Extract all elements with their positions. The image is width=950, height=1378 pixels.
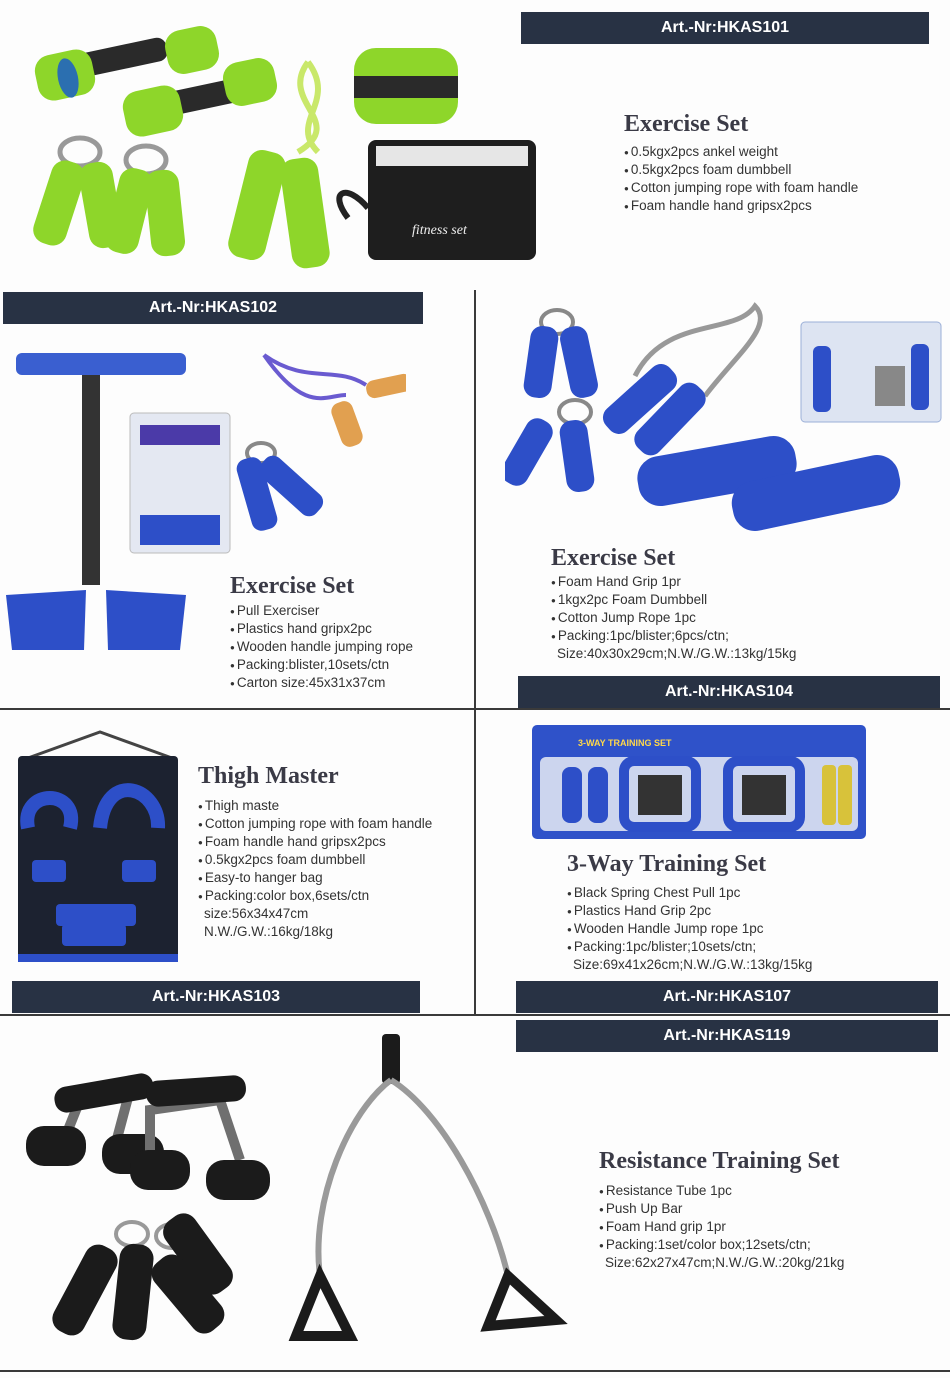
spec-item: ● Pull Exerciser (230, 602, 413, 620)
art-number-hkas104: Art.-Nr:HKAS104 (518, 676, 940, 708)
spec-item: ● Wooden Handle Jump rope 1pc (567, 920, 812, 938)
spec-item: ● Foam handle hand gripsx2pcs (624, 197, 858, 215)
spec-list (624, 143, 858, 215)
ankle-weight (354, 48, 458, 124)
spec-list (230, 602, 413, 692)
spec-item-continued: Size:69x41x26cm;N.W./G.W.:13kg/15kg (573, 956, 813, 972)
art-number-hkas102: Art.-Nr:HKAS102 (3, 292, 423, 324)
fitness-bag (339, 140, 536, 260)
blister-card (532, 725, 866, 839)
spec-list (551, 573, 796, 663)
spec-item: ● Packing:1pc/blister;10sets/ctn; (567, 938, 812, 956)
spec-item: ● Packing:1set/color box;12sets/ctn; (599, 1236, 844, 1254)
column-divider (474, 710, 476, 1015)
spec-item: ● Resistance Tube 1pc (599, 1182, 844, 1200)
spec-item: ● Packing:blister,10sets/ctn (230, 656, 413, 674)
spec-item: ● Push Up Bar (599, 1200, 844, 1218)
spec-item-continued: N.W./G.W.:16kg/18kg (204, 923, 334, 939)
spec-item-continued: size:56x34x47cm (204, 905, 309, 921)
blister-pack (801, 322, 941, 422)
wooden-jump-rope (264, 355, 406, 449)
exercise-set-104-photo (505, 296, 945, 536)
spec-item: ● 0.5kgx2pcs foam dumbbell (624, 161, 858, 179)
spec-item: ● Easy-to hanger bag (198, 869, 432, 887)
bottom-rule (0, 1370, 950, 1372)
art-number-hkas107: Art.-Nr:HKAS107 (516, 981, 938, 1013)
jump-rope (598, 306, 760, 460)
spec-item: ● Plastics hand gripx2pc (230, 620, 413, 638)
spec-item: ● Plastics Hand Grip 2pc (567, 902, 812, 920)
foam-dumbbell (634, 432, 904, 535)
bag-label: fitness set (412, 223, 467, 238)
resistance-tube (296, 1034, 556, 1336)
spec-item: ● 0.5kgx2pcs foam dumbbell (198, 851, 432, 869)
product-title: Thigh Master (198, 763, 339, 789)
spec-item: ● Cotton jumping rope with foam handle (198, 815, 432, 833)
spec-item: ● Carton size:45x31x37cm (230, 674, 413, 692)
push-up-bars (26, 1072, 270, 1200)
spec-item-continued: Size:40x30x29cm;N.W./G.W.:13kg/15kg (557, 645, 797, 661)
spec-item-continued: Size:62x27x47cm;N.W./G.W.:20kg/21kg (605, 1254, 845, 1270)
hand-grips (30, 138, 187, 258)
foam-hand-grips (47, 1208, 238, 1342)
spec-item: ● Thigh maste (198, 797, 432, 815)
product-title: Resistance Training Set (599, 1148, 840, 1174)
plastic-hand-grip (234, 443, 327, 533)
exercise-set-101-photo (28, 22, 558, 284)
hanger-bag (18, 732, 178, 962)
art-number-hkas119: Art.-Nr:HKAS119 (516, 1020, 938, 1052)
product-title: Exercise Set (624, 111, 749, 137)
spec-item: ● Cotton jumping rope with foam handle (624, 179, 858, 197)
foam-hand-grip (505, 310, 600, 494)
spec-list (599, 1182, 844, 1272)
spec-item: ● Wooden handle jumping rope (230, 638, 413, 656)
art-number-hkas103: Art.-Nr:HKAS103 (12, 981, 420, 1013)
row-divider (0, 1014, 950, 1016)
resistance-training-set-photo (20, 1030, 570, 1360)
spec-item: ● 0.5kgx2pcs ankel weight (624, 143, 858, 161)
spec-item: ● 1kgx2pc Foam Dumbbell (551, 591, 796, 609)
3-way-training-set-photo (532, 725, 868, 841)
product-title: 3-Way Training Set (567, 851, 767, 877)
spec-item: ● Foam Hand grip 1pr (599, 1218, 844, 1236)
spec-list (567, 884, 812, 974)
thigh-master-photo (10, 728, 190, 968)
art-number-hkas101: Art.-Nr:HKAS101 (521, 12, 929, 44)
box-label: 3-WAY TRAINING SET (578, 738, 672, 748)
product-title: Exercise Set (551, 545, 676, 571)
product-title: Exercise Set (230, 573, 355, 599)
spec-list (198, 797, 432, 941)
column-divider (474, 290, 476, 708)
spec-item: ● Cotton Jump Rope 1pc (551, 609, 796, 627)
spec-item: ● Packing:color box,6sets/ctn (198, 887, 432, 905)
spec-item: ● Foam Hand Grip 1pr (551, 573, 796, 591)
spec-item: ● Packing:1pc/blister;6pcs/ctn; (551, 627, 796, 645)
spec-item: ● Black Spring Chest Pull 1pc (567, 884, 812, 902)
spec-item: ● Foam handle hand gripsx2pcs (198, 833, 432, 851)
blister-pack (130, 413, 230, 553)
